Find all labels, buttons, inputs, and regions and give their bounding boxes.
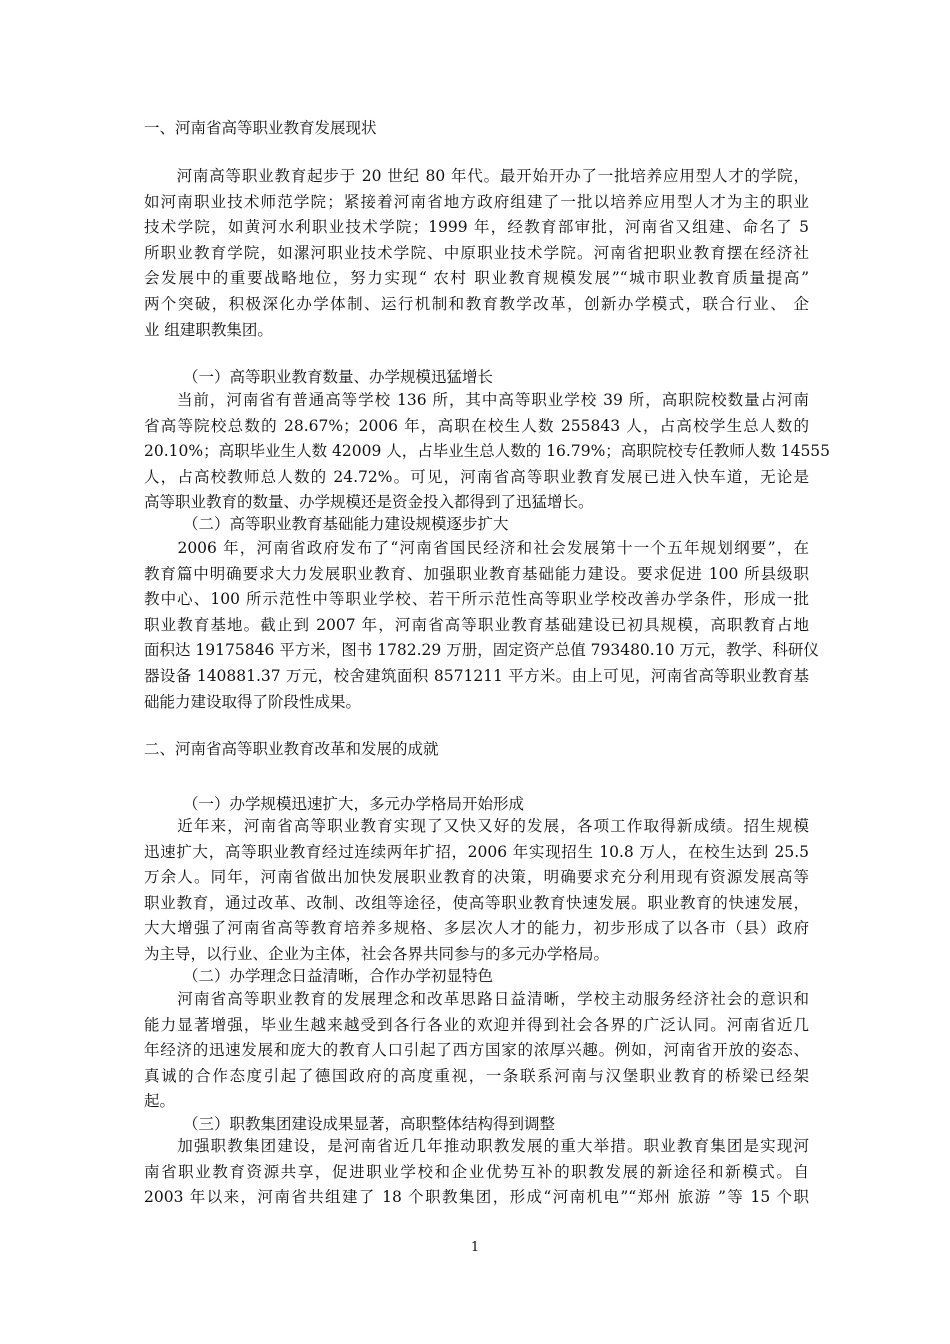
section-2-heading: 二、河南省高等职业教育改革和发展的成就 <box>144 740 439 758</box>
text-line: 技术学院，如黄河水利职业技术学院；1999 年，经教育部审批，河南省又组建、命名了 5 <box>144 218 809 237</box>
text-line: 大大增强了河南省高等教育培养多规格、多层次人才的能力，初步形成了以各市（县）政府 <box>144 919 809 938</box>
text-line: 年经济的迅速发展和庞大的教育人口引起了西方国家的浓厚兴趣。例如，河南省开放的姿态、 <box>144 1041 809 1060</box>
text-line: 如河南职业技术师范学院；紧接着河南省地方政府组建了一批以培养应用型人才为主的职业 <box>144 192 809 211</box>
text-line: 迅速扩大，高等职业教育经过连续两年扩招，2006 年实现招生 10.8 万人，在校生达到 25.5 <box>144 842 809 861</box>
subsection-paragraph <box>144 987 809 1115</box>
subsection-title: （三）职教集团建设成果显著，高职整体结构得到调整 <box>183 1115 556 1133</box>
subsection-paragraph <box>144 814 809 968</box>
subsection-paragraph <box>144 388 831 516</box>
text-line: 面积达 19175846 平方米，图书 1782.29 万册，固定资产总值 793480.10 万元，教学、科研仪 <box>144 641 819 660</box>
text-line: 加强职教集团建设，是河南省近几年推动职教发展的重大举措。职业教育集团是实现河 <box>144 1137 809 1155</box>
text-line: 河南高等职业教育起步于 20 世纪 80 年代。最开始开办了一批培养应用型人才的学院， <box>144 167 809 185</box>
text-line: 所职业教育学院，如漯河职业技术学院、中原职业技术学院。河南省把职业教育摆在经济社 <box>144 243 809 262</box>
text-line: 教育篇中明确要求大力发展职业教育、加强职业教育基础能力建设。要求促进 100 所县级职 <box>144 564 809 583</box>
text-line: 2003 年以来，河南省共组建了 18 个职教集团，形成“河南机电”“郑州 旅游 ”等 15 个职 <box>144 1188 809 1207</box>
text-line: 2006 年，河南省政府发布了“河南省国民经济和社会发展第十一个五年规划纲要”，在 <box>144 539 809 557</box>
text-line: 高等职业教育的数量、办学规模还是资金投入都得到了迅猛增长。 <box>144 493 594 512</box>
text-line: 河南省高等职业教育的发展理念和改革思路日益清晰，学校主动服务经济社会的意识和 <box>144 990 809 1008</box>
text-line: 为主导，以行业、企业为主体，社会各界共同参与的多元办学格局。 <box>144 944 610 963</box>
text-line: 职业教育，通过改革、改制、改组等途径，使高等职业教育快速发展。职业教育的快速发展， <box>144 893 809 912</box>
text-line: 职业教育基地。截止到 2007 年，河南省高等职业教育基础建设已初具规模，高职教育占地 <box>144 615 809 634</box>
text-line: 人，占高校教师总人数的 24.72%。可见，河南省高等职业教育发展已进入快车道，无论是 <box>144 467 809 486</box>
section-1-heading: 一、河南省高等职业教育发展现状 <box>144 119 377 137</box>
text-line: 南省职业教育资源共享，促进职业学校和企业优势互补的职教发展的新途径和新模式。自 <box>144 1162 809 1181</box>
subsection-paragraph <box>144 536 819 715</box>
text-line: 真诚的合作态度引起了德国政府的高度重视，一条联系河南与汉堡职业教育的桥梁已经架 <box>144 1066 809 1085</box>
page-number: 1 <box>470 1240 480 1255</box>
subsection-paragraph <box>144 1134 809 1211</box>
subsection-title: （一）办学规模迅速扩大，多元办学格局开始形成 <box>183 795 525 813</box>
text-line: 础能力建设取得了阶段性成果。 <box>144 692 362 711</box>
text-line: 器设备 140881.37 万元，校舍建筑面积 8571211 平方米。由上可见，河南省高等职业教育基 <box>144 666 809 685</box>
text-line: 20.10%；高职毕业生人数 42009 人，占毕业生总人数的 16.79%；高职院校专任教师人数 14555 <box>144 442 831 461</box>
subsection-title: （一）高等职业教育数量、办学规模迅猛增长 <box>183 368 494 386</box>
text-line: 万余人。同年，河南省做出加快发展职业教育的决策，明确要求充分利用现有资源发展高等 <box>144 868 809 887</box>
subsection-title: （二）高等职业教育基础能力建设规模逐步扩大 <box>183 515 509 533</box>
text-line: 教中心、100 所示范性中等职业学校、若干所示范性高等职业学校改善办学条件，形成一批 <box>144 590 809 609</box>
text-line: 两个突破，积极深化办学体制、运行机制和教育教学改革，创新办学模式，联合行业、 企 <box>144 294 809 313</box>
text-line: 业 组建职教集团。 <box>144 320 273 339</box>
text-line: 会发展中的重要战略地位，努力实现“ 农村 职业教育规模发展”“城市职业教育质量提高” <box>144 269 809 288</box>
subsection-title: （二）办学理念日益清晰，合作办学初显特色 <box>183 967 494 985</box>
section-1-intro-paragraph <box>144 164 809 343</box>
text-line: 当前，河南省有普通高等学校 136 所，其中高等职业学校 39 所，高职院校数量占河南 <box>144 391 809 409</box>
text-line: 省高等院校总数的 28.67%；2006 年，高职在校生人数 255843 人，占高校学生总人数的 <box>144 416 809 435</box>
text-line: 近年来，河南省高等职业教育实现了又快又好的发展，各项工作取得新成绩。招生规模 <box>144 817 809 835</box>
text-line: 能力显著增强，毕业生越来越受到各行各业的欢迎并得到社会各界的广泛认同。河南省近几 <box>144 1015 809 1034</box>
text-line: 起。 <box>144 1092 176 1111</box>
